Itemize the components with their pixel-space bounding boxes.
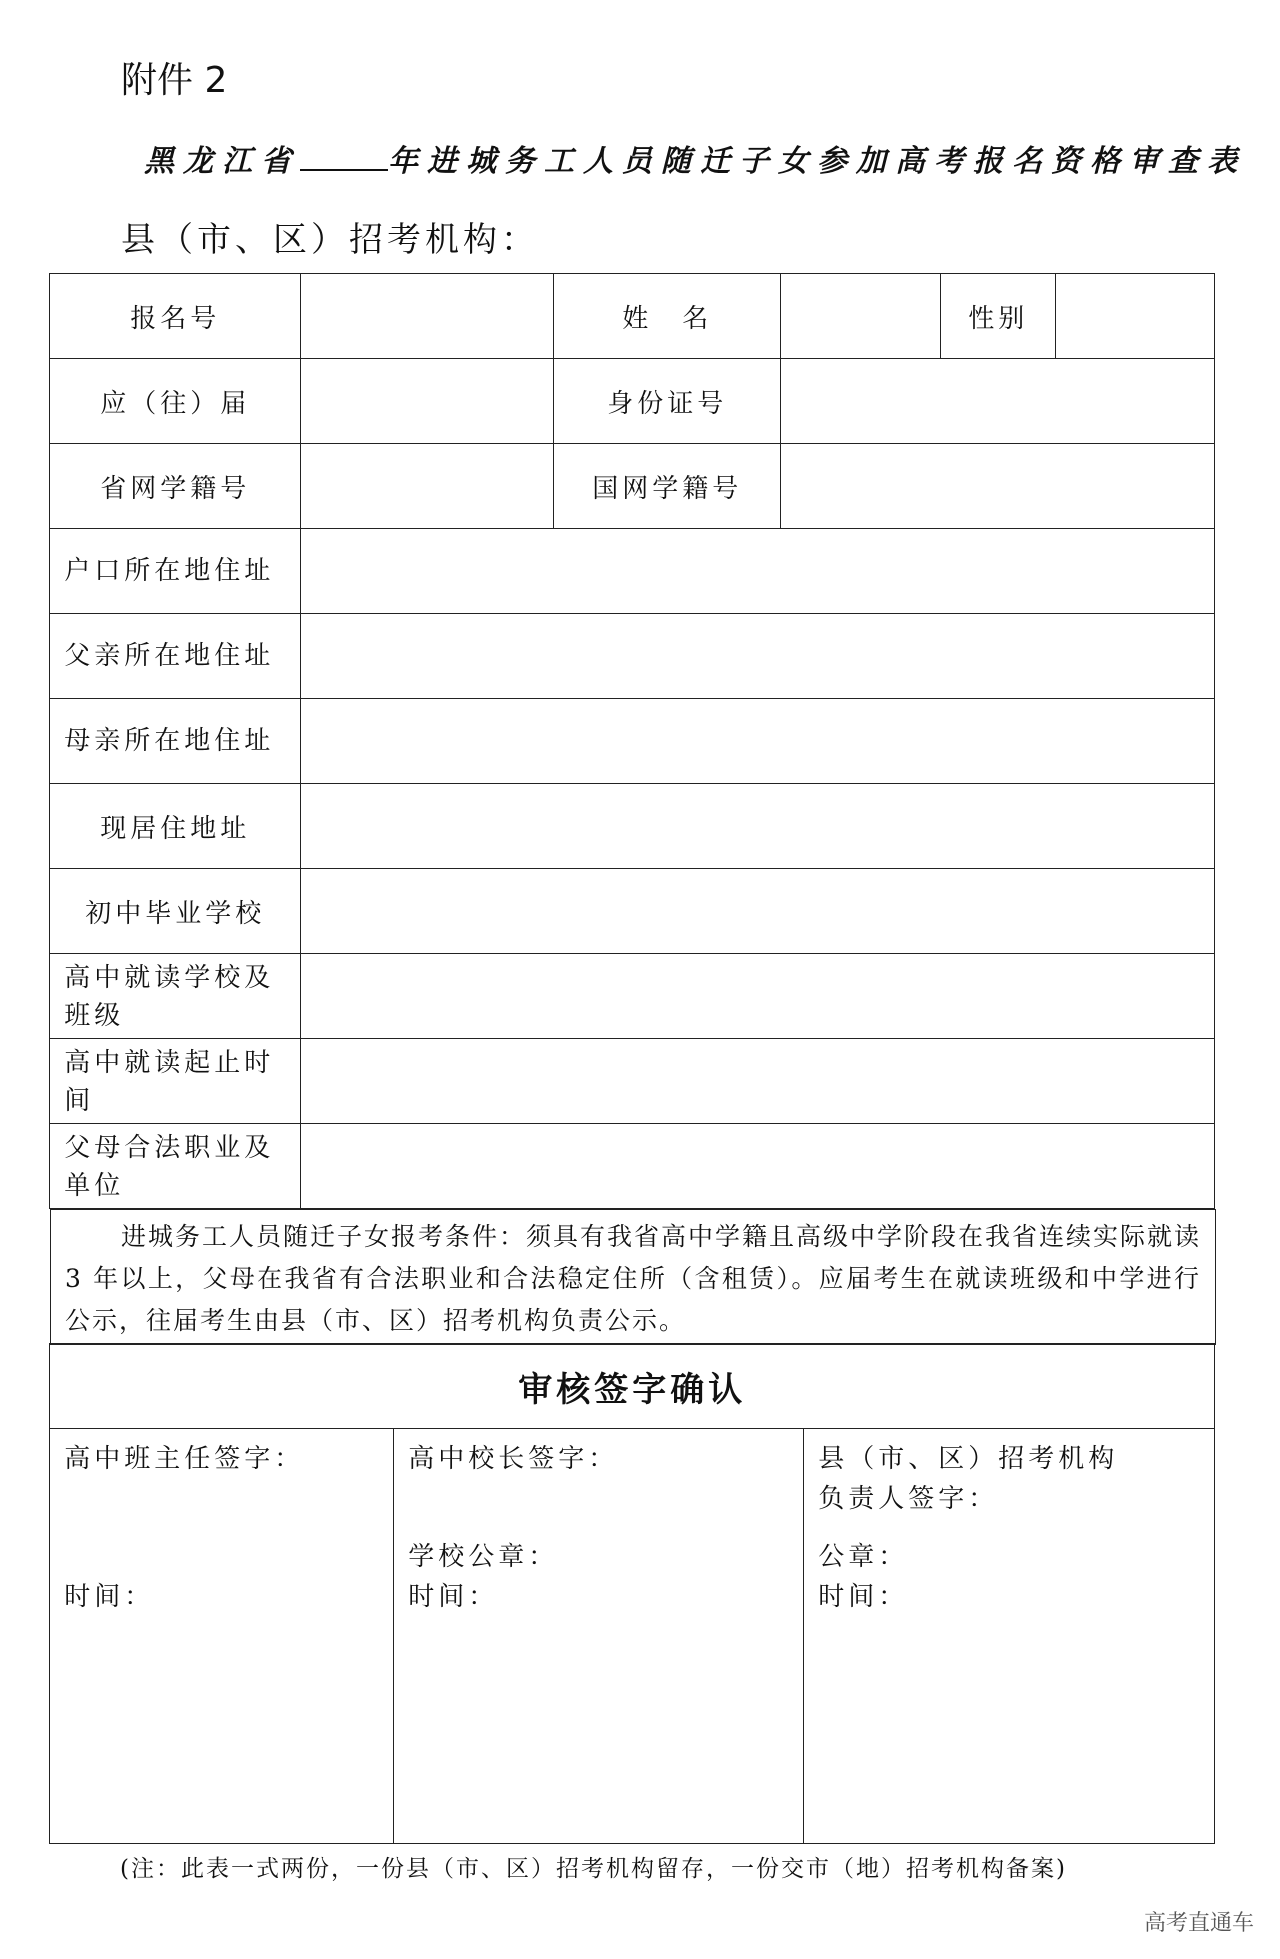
org-time-label: 时间： [818,1582,909,1613]
prov-record-label: 省网学籍号 [49,443,301,529]
form-title [144,136,1246,180]
parent-job-label: 父母合法职业及单位 [49,1123,301,1209]
name-label: 姓 名 [553,273,781,359]
watermark: 高考直通车 [1144,1911,1255,1936]
org-sign-cell[interactable] [803,1428,1215,1844]
teacher-sign-label: 高中班主任签字： [64,1444,305,1475]
hukou-address-field[interactable] [300,528,1215,614]
father-address-label: 父亲所在地住址 [49,613,301,699]
current-address-field[interactable] [300,783,1215,869]
study-period-field[interactable] [300,1038,1215,1124]
sign-section-header [49,1343,1215,1429]
gender-label: 性别 [940,273,1056,359]
current-address-label: 现居住地址 [49,783,301,869]
gender-field[interactable] [1055,273,1215,359]
mother-address-field[interactable] [300,698,1215,784]
junior-school-label: 初中毕业学校 [49,868,301,954]
id-no-field[interactable] [780,358,1215,444]
attachment-label: 附件 2 [121,60,228,101]
teacher-sign-cell[interactable] [49,1428,394,1844]
footnote: (注：此表一式两份，一份县（市、区）招考机构留存，一份交市（地）招考机构备案) [120,1856,1067,1882]
reg-no-label: 报名号 [49,273,301,359]
principal-sign-label: 高中校长签字： [408,1444,619,1475]
high-school-class-label: 高中就读学校及班级 [49,953,301,1039]
org-label: 县（市、区）招考机构： [121,220,539,260]
mother-address-label: 母亲所在地住址 [49,698,301,784]
study-period-label: 高中就读起止时间 [49,1038,301,1124]
prov-record-field[interactable] [300,443,554,529]
principal-time-label: 时间： [408,1582,499,1613]
name-field[interactable] [780,273,941,359]
high-school-class-field[interactable] [300,953,1215,1039]
parent-job-field[interactable] [300,1123,1215,1209]
reg-no-field[interactable] [300,273,554,359]
nat-record-label: 国网学籍号 [553,443,781,529]
teacher-time-label: 时间： [64,1582,155,1613]
father-address-field[interactable] [300,613,1215,699]
school-seal-label: 学校公章： [408,1542,559,1573]
title-suffix: 年进城务工人员随迁子女参加高考报名资格审查表 [388,144,1246,179]
nat-record-field[interactable] [780,443,1215,529]
year-blank[interactable] [300,143,388,171]
id-no-label: 身份证号 [553,358,781,444]
org-sign-line2: 负责人签字： [818,1484,999,1515]
org-seal-label: 公章： [818,1542,909,1573]
sign-header-text: 审核签字确认 [518,1369,747,1410]
hukou-address-label: 户口所在地住址 [49,528,301,614]
org-sign-line1: 县（市、区）招考机构 [818,1444,1119,1475]
grad-type-field[interactable] [300,358,554,444]
grad-type-label: 应（往）届 [49,358,301,444]
conditions-text: 进城务工人员随迁子女报考条件：须具有我省高中学籍且高级中学阶段在我省连续实际就读 3 年以上，父母在我省有合法职业和合法稳定住所（含租赁）。应届考生在就读班级和中学进行公示，往届考生由县（市、区）招考机构负责公示。 [50,1209,1216,1345]
junior-school-field[interactable] [300,868,1215,954]
title-prefix: 黑龙江省 [144,144,300,179]
principal-sign-cell[interactable] [393,1428,804,1844]
